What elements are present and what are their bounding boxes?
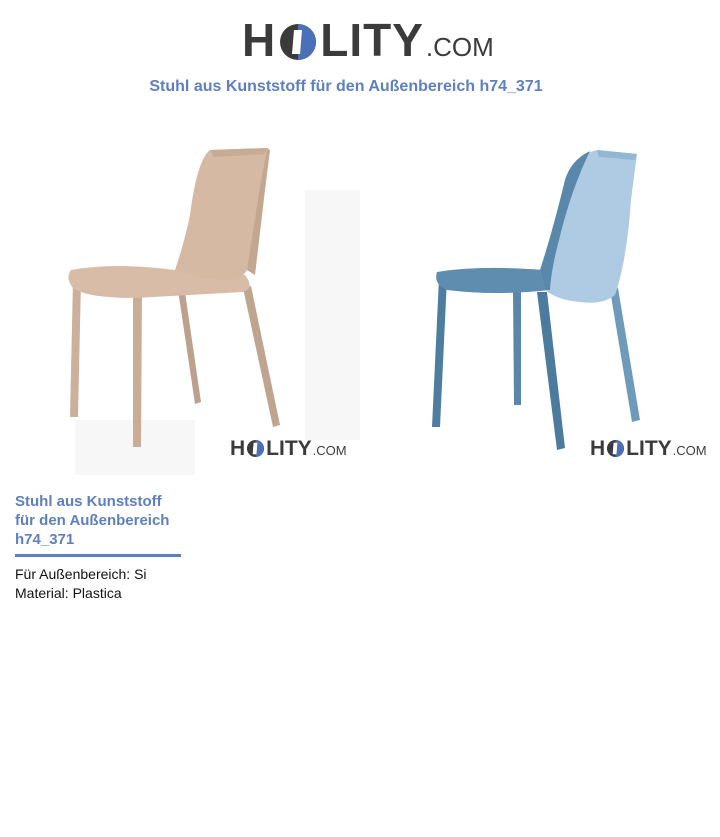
- product-name-line: h74_371: [15, 531, 75, 548]
- logo-text-lity: LITY: [320, 14, 424, 66]
- spec-value: Plastica: [72, 585, 122, 601]
- watermark-text-h: H: [590, 437, 606, 460]
- product-name-line: für den Außenbereich: [15, 512, 170, 529]
- site-logo[interactable]: [242, 12, 494, 68]
- watermark-logo: [590, 436, 707, 464]
- logo-text-h: H: [242, 14, 277, 66]
- beige-chair-image: [15, 120, 360, 475]
- spec-row: [15, 565, 147, 584]
- product-name: [15, 492, 185, 549]
- spec-row: [15, 584, 147, 603]
- logo-domain: .COM: [425, 32, 494, 62]
- watermark-logo: [230, 436, 347, 464]
- watermark-text-lity: LITY: [626, 437, 672, 460]
- watermark-domain: .COM: [312, 443, 347, 458]
- logo-o-icon: [606, 439, 625, 458]
- watermark-text-lity: LITY: [266, 437, 312, 460]
- divider: [15, 554, 181, 557]
- spec-label: Material:: [15, 585, 69, 601]
- spec-label: Für Außenbereich:: [15, 566, 131, 582]
- spec-value: Si: [134, 566, 147, 582]
- watermark-domain: .COM: [672, 443, 707, 458]
- product-specs: [15, 565, 147, 603]
- logo-o-icon: [278, 22, 318, 62]
- blue-chair-image: [375, 120, 720, 460]
- page-title: Stuhl aus Kunststoff für den Außenbereich h74_371: [149, 78, 543, 95]
- watermark-text-h: H: [230, 437, 246, 460]
- logo-o-icon: [246, 439, 265, 458]
- product-name-line: Stuhl aus Kunststoff: [15, 493, 162, 510]
